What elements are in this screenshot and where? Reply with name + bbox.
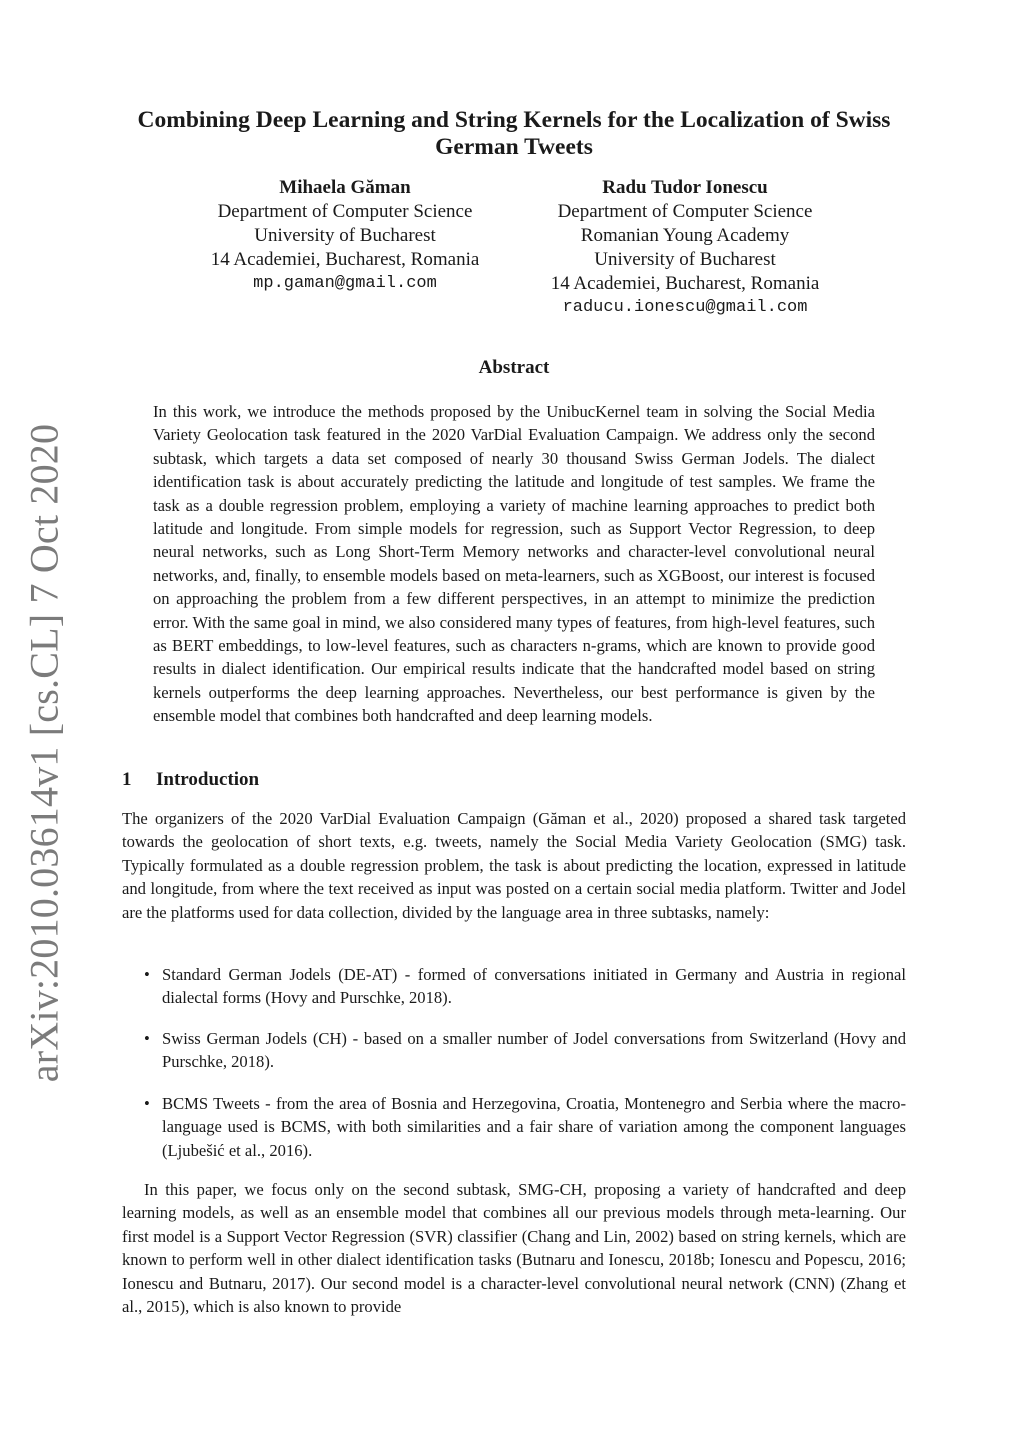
paper-title: Combining Deep Learning and String Kernels for the Localization of Swiss German Tweets [137, 107, 891, 160]
bullet-marker-icon: • [144, 965, 150, 984]
author-affiliation-line: Department of Computer Science [557, 201, 813, 222]
bullet-marker-icon: • [144, 1029, 150, 1048]
author-affiliation-line: 14 Academiei, Bucharest, Romania [210, 249, 480, 270]
author-block-2 [510, 176, 860, 320]
author-email[interactable]: raducu.ionescu@gmail.com [562, 298, 808, 317]
list-item-text: BCMS Tweets - from the area of Bosnia and Herzegovina, Croatia, Montenegro and Serbia where the macro-language used is BCMS, with both similarities and a fair share of variation among the component languages (Ljubešić et al., 2016). [162, 1094, 906, 1160]
intro-paragraph-2: In this paper, we focus only on the second subtask, SMG-CH, proposing a variety of handcrafted and deep learning models, as well as an ensemble model that combines all our previous models through meta-learning. Our first model is a Support Vector Regression (SVR) classifier (Chang and Lin, 2002) based on string kernels, which are known to perform well in other dialect identification tasks (Butnaru and Ionescu, 2018b; Ionescu and Popescu, 2016; Ionescu and Butnaru, 2017). Our second model is a character-level convolutional neural network (CNN) (Zhang et al., 2015), which is also known to provide [122, 1180, 906, 1317]
author-name: Radu Tudor Ionescu [602, 177, 768, 198]
author-affiliation-line: University of Bucharest [254, 225, 436, 246]
author-affiliation-line: Romanian Young Academy [580, 225, 790, 246]
author-affiliation-line: 14 Academiei, Bucharest, Romania [550, 273, 820, 294]
list-item-text: Swiss German Jodels (CH) - based on a smaller number of Jodel conversations from Switzerland (Hovy and Purschke, 2018). [162, 1029, 906, 1072]
list-item-text: Standard German Jodels (DE-AT) - formed of conversations initiated in Germany and Austria in regional dialectal forms (Hovy and Purschke, 2018). [162, 965, 906, 1008]
list-item [122, 1092, 906, 1162]
section-number: 1 [122, 769, 132, 790]
abstract-text: In this work, we introduce the methods proposed by the UnibucKernel team in solving the Social Media Variety Geolocation task featured in the 2020 VarDial Evaluation Campaign. We address only the second subtask, which targets a data set composed of nearly 30 thousand Swiss German Jodels. The dialect identification task is about accurately predicting the latitude and longitude of test samples. We frame the task as a double regression problem, employing a variety of machine learning approaches to predict both latitude and longitude. From simple models for regression, such as Support Vector Regression, to deep neural networks, such as Long Short-Term Memory networks and character-level convolutional neural networks, and, finally, to ensemble models based on meta-learners, such as XGBoost, our interest is focused on approaching the problem from a few different perspectives, in an attempt to minimize the prediction error. With the same goal in mind, we also considered many types of features, from high-level features, such as BERT embeddings, to low-level features, such as characters n-grams, which are known to provide good results in dialect identification. Our empirical results indicate that the handcrafted model based on string kernels outperforms the deep learning approaches. Nevertheless, our best performance is given by the ensemble model that combines both handcrafted and deep learning models. [153, 402, 875, 726]
section-heading-introduction [122, 768, 259, 792]
bullet-marker-icon: • [144, 1094, 150, 1113]
list-item [122, 1027, 906, 1074]
intro-paragraph-1: The organizers of the 2020 VarDial Evaluation Campaign (Găman et al., 2020) proposed a shared task targeted towards the geolocation of short texts, e.g. tweets, namely the Social Media Variety Geolocation (SMG) task. Typically formulated as a double regression problem, the task is about predicting the location, expressed in latitude and longitude, from where the text received as input was posted on a certain social media platform. Twitter and Jodel are the platforms used for data collection, divided by the language area in three subtasks, namely: [122, 809, 906, 922]
section-title: Introduction [156, 769, 260, 790]
list-item [122, 963, 906, 1010]
abstract-heading: Abstract [478, 357, 550, 378]
author-name: Mihaela Găman [279, 177, 411, 198]
author-affiliation-line: University of Bucharest [594, 249, 776, 270]
author-affiliation-line: Department of Computer Science [217, 201, 473, 222]
arxiv-identifier-stamp: arXiv:2010.03614v1 [cs.CL] 7 Oct 2020 [21, 423, 67, 1083]
author-email[interactable]: mp.gaman@gmail.com [253, 274, 437, 293]
author-block-1 [170, 176, 520, 296]
